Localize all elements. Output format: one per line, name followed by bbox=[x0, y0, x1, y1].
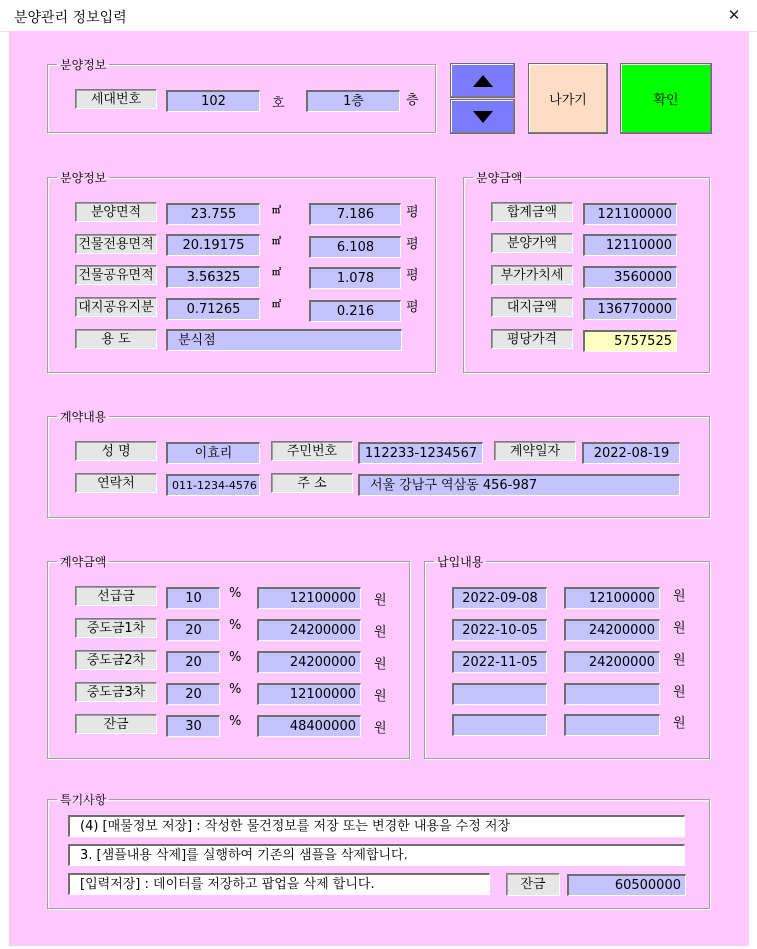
m2-unit: ㎡ bbox=[272, 206, 282, 216]
phone-field[interactable]: 011-1234-4576 bbox=[166, 474, 260, 496]
balance-field[interactable]: 60500000 bbox=[567, 874, 686, 896]
won-unit: 원 bbox=[374, 689, 387, 704]
area-m2-field[interactable]: 0.71265 bbox=[166, 298, 260, 320]
payment-legend: 납입내용 bbox=[437, 555, 484, 569]
payment-amount-field[interactable] bbox=[564, 683, 660, 705]
price-label: 대지금액 bbox=[491, 297, 573, 317]
installment-label: 중도금1차 bbox=[75, 618, 157, 638]
installment-amount-field[interactable]: 48400000 bbox=[257, 715, 361, 737]
unit-info-legend: 분양정보 bbox=[60, 58, 107, 72]
m2-unit: ㎡ bbox=[272, 237, 282, 247]
id-field[interactable]: 112233-1234567 bbox=[358, 442, 483, 464]
price-label: 합계금액 bbox=[491, 202, 573, 222]
unit-number-label: 세대번호 bbox=[75, 89, 157, 109]
installment-amount-field[interactable]: 24200000 bbox=[257, 619, 361, 641]
pct-unit: % bbox=[229, 650, 242, 665]
pct-unit: % bbox=[229, 618, 242, 633]
use-label: 용 도 bbox=[75, 329, 157, 349]
won-unit: 원 bbox=[374, 721, 387, 736]
installment-pct-field[interactable]: 20 bbox=[166, 619, 220, 641]
m2-unit: ㎡ bbox=[272, 300, 282, 310]
confirm-button[interactable]: 확인 bbox=[620, 63, 712, 134]
area-pyeong-field[interactable]: 0.216 bbox=[309, 300, 401, 322]
down-button[interactable] bbox=[450, 99, 515, 134]
title-bar bbox=[0, 0, 757, 32]
pct-unit: % bbox=[229, 586, 242, 601]
pyeong-unit: 평 bbox=[406, 205, 419, 220]
arrow-down-icon bbox=[472, 110, 494, 124]
area-label: 분양면적 bbox=[75, 202, 157, 222]
won-unit: 원 bbox=[374, 625, 387, 640]
floor-unit-label: 층 bbox=[406, 93, 419, 108]
payment-date-field[interactable] bbox=[452, 714, 547, 736]
installment-pct-field[interactable]: 20 bbox=[166, 651, 220, 673]
won-unit: 원 bbox=[673, 589, 686, 604]
pct-unit: % bbox=[229, 714, 242, 729]
pyeong-unit: 평 bbox=[406, 268, 419, 283]
balance-label: 잔금 bbox=[506, 873, 560, 896]
price-field[interactable]: 12110000 bbox=[583, 234, 677, 256]
form-body bbox=[9, 31, 749, 946]
price-legend: 분양금액 bbox=[476, 171, 523, 185]
payment-amount-field[interactable]: 12100000 bbox=[564, 587, 660, 609]
payment-date-field[interactable] bbox=[452, 683, 547, 705]
floor-field[interactable]: 1층 bbox=[306, 90, 400, 112]
installment-label: 중도금2차 bbox=[75, 650, 157, 670]
pct-unit: % bbox=[229, 682, 242, 697]
area-pyeong-field[interactable]: 1.078 bbox=[309, 267, 401, 289]
installment-pct-field[interactable]: 30 bbox=[166, 715, 220, 737]
price-field[interactable]: 121100000 bbox=[583, 203, 677, 225]
installment-amount-field[interactable]: 24200000 bbox=[257, 651, 361, 673]
payment-amount-field[interactable] bbox=[564, 714, 660, 736]
payment-date-field[interactable]: 2022-10-05 bbox=[452, 619, 547, 641]
area-label: 건물전용면적 bbox=[75, 234, 157, 254]
phone-label: 연락처 bbox=[75, 473, 157, 493]
contract-date-field[interactable]: 2022-08-19 bbox=[582, 442, 680, 464]
won-unit: 원 bbox=[673, 685, 686, 700]
price-field[interactable]: 3560000 bbox=[583, 266, 677, 288]
won-unit: 원 bbox=[673, 653, 686, 668]
price-per-pyeong-field[interactable]: 5757525 bbox=[583, 330, 677, 352]
won-unit: 원 bbox=[673, 716, 686, 731]
exit-button[interactable]: 나가기 bbox=[528, 63, 608, 134]
installment-label: 선급금 bbox=[75, 586, 157, 606]
payment-amount-field[interactable]: 24200000 bbox=[564, 651, 660, 673]
area-m2-field[interactable]: 23.755 bbox=[166, 203, 260, 225]
area-pyeong-field[interactable]: 7.186 bbox=[309, 203, 401, 225]
up-button[interactable] bbox=[450, 63, 515, 98]
name-label: 성 명 bbox=[75, 441, 157, 461]
note-line-3[interactable]: [입력저장] : 데이터를 저장하고 팝업을 삭제 합니다. bbox=[68, 873, 490, 895]
installment-amount-field[interactable]: 12100000 bbox=[257, 587, 361, 609]
area-label: 대지공유지분 bbox=[75, 297, 157, 317]
address-field[interactable]: 서울 강남구 역삼동 456-987 bbox=[358, 474, 680, 496]
price-label: 부가가치세 bbox=[491, 265, 573, 285]
payment-date-field[interactable]: 2022-11-05 bbox=[452, 651, 547, 673]
window-title: 분양관리 정보입력 bbox=[14, 10, 127, 26]
area-pyeong-field[interactable]: 6.108 bbox=[309, 236, 401, 258]
won-unit: 원 bbox=[673, 621, 686, 636]
installment-label: 잔금 bbox=[75, 714, 157, 734]
id-label: 주민번호 bbox=[271, 441, 353, 461]
price-field[interactable]: 136770000 bbox=[583, 298, 677, 320]
payment-amount-field[interactable]: 24200000 bbox=[564, 619, 660, 641]
area-m2-field[interactable]: 20.19175 bbox=[166, 234, 260, 256]
use-field[interactable]: 분식점 bbox=[166, 329, 402, 351]
area-label: 건물공유면적 bbox=[75, 265, 157, 285]
installment-pct-field[interactable]: 20 bbox=[166, 683, 220, 705]
m2-unit: ㎡ bbox=[272, 268, 282, 278]
ho-label: 호 bbox=[272, 96, 285, 111]
price-label: 분양가액 bbox=[491, 233, 573, 253]
won-unit: 원 bbox=[374, 657, 387, 672]
address-label: 주 소 bbox=[271, 473, 353, 493]
name-field[interactable]: 이효리 bbox=[166, 442, 260, 464]
date-label: 계약일자 bbox=[494, 441, 576, 461]
installment-pct-field[interactable]: 10 bbox=[166, 587, 220, 609]
unit-number-field[interactable]: 102 bbox=[166, 90, 260, 112]
won-unit: 원 bbox=[374, 593, 387, 608]
note-line-1[interactable]: (4) [매물정보 저장] : 작성한 물건정보를 저장 또는 변경한 내용을 수정 저장 bbox=[68, 815, 685, 837]
notes-legend: 특기사항 bbox=[60, 793, 107, 807]
arrow-up-icon bbox=[472, 74, 494, 88]
payment-date-field[interactable]: 2022-09-08 bbox=[452, 587, 547, 609]
close-icon[interactable]: ✕ bbox=[727, 6, 741, 24]
pyeong-unit: 평 bbox=[406, 300, 419, 315]
area-legend: 분양정보 bbox=[60, 171, 107, 185]
area-m2-field[interactable]: 3.56325 bbox=[166, 266, 260, 288]
price-label: 평당가격 bbox=[491, 329, 573, 349]
contract-amount-legend: 계약금액 bbox=[60, 555, 107, 569]
note-line-2[interactable]: 3. [샘플내용 삭제]를 실행하여 기존의 샘플을 삭제합니다. bbox=[68, 844, 685, 866]
installment-label: 중도금3차 bbox=[75, 682, 157, 702]
pyeong-unit: 평 bbox=[406, 237, 419, 252]
contract-legend: 계약내용 bbox=[60, 410, 107, 424]
installment-amount-field[interactable]: 12100000 bbox=[257, 683, 361, 705]
